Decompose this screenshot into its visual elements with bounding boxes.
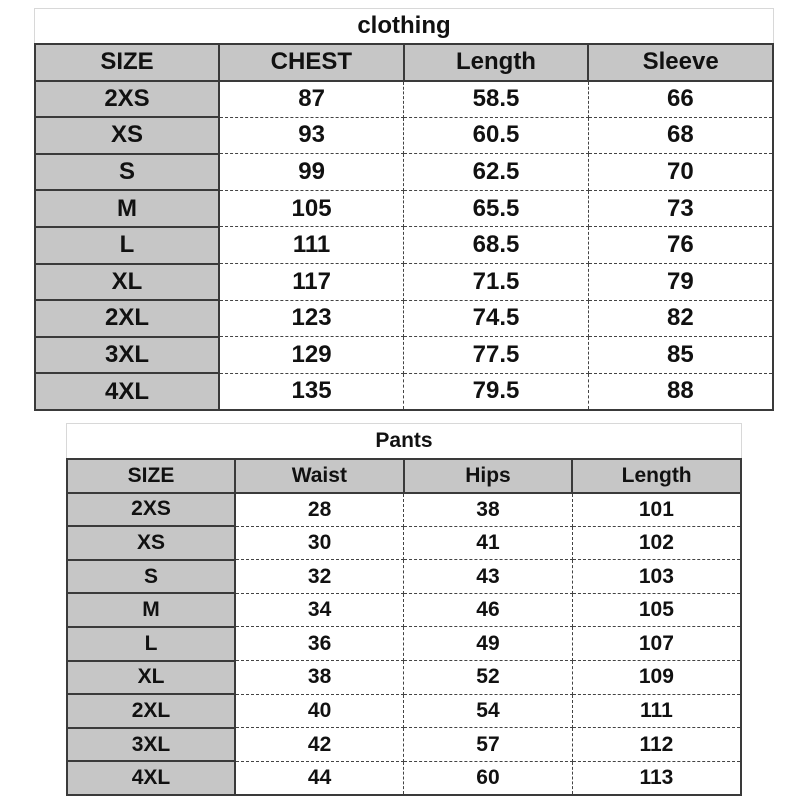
pants-header-size: SIZE <box>67 459 235 493</box>
table-row <box>67 761 741 795</box>
table-row <box>67 728 741 762</box>
table-cell: 34 <box>235 593 404 627</box>
table-cell: 66 <box>588 81 773 118</box>
table-cell: 36 <box>235 627 404 661</box>
table-cell: 32 <box>235 560 404 594</box>
size-label-cell: M <box>35 190 219 227</box>
size-label-cell: 2XS <box>35 81 219 118</box>
table-cell: 111 <box>572 694 741 728</box>
table-cell: 129 <box>219 337 404 374</box>
table-cell: 88 <box>588 373 773 410</box>
size-label-cell: 4XL <box>35 373 219 410</box>
size-label-cell: S <box>35 154 219 191</box>
table-row <box>35 300 773 337</box>
pants-header-length: Length <box>572 459 741 493</box>
size-label-cell: S <box>67 560 235 594</box>
table-cell: 49 <box>404 627 573 661</box>
pants-header-waist: Waist <box>235 459 404 493</box>
table-cell: 85 <box>588 337 773 374</box>
table-cell: 109 <box>572 661 741 695</box>
table-cell: 38 <box>404 493 573 527</box>
table-row <box>35 117 773 154</box>
table-row <box>67 661 741 695</box>
clothing-table-body <box>35 81 773 411</box>
table-cell: 65.5 <box>404 190 589 227</box>
table-cell: 105 <box>219 190 404 227</box>
table-row <box>35 264 773 301</box>
table-row <box>67 526 741 560</box>
size-label-cell: 3XL <box>35 337 219 374</box>
table-row <box>67 627 741 661</box>
clothing-table <box>34 43 774 411</box>
table-row <box>35 373 773 410</box>
size-label-cell: 3XL <box>67 728 235 762</box>
pants-header-hips: Hips <box>404 459 573 493</box>
size-label-cell: XL <box>67 661 235 695</box>
pants-header-row <box>67 459 741 493</box>
size-label-cell: L <box>35 227 219 264</box>
table-cell: 58.5 <box>404 81 589 118</box>
size-label-cell: M <box>67 593 235 627</box>
clothing-size-chart <box>34 8 774 411</box>
table-cell: 101 <box>572 493 741 527</box>
pants-table <box>66 458 742 796</box>
table-cell: 105 <box>572 593 741 627</box>
clothing-header-size: SIZE <box>35 44 219 81</box>
table-cell: 44 <box>235 761 404 795</box>
table-cell: 54 <box>404 694 573 728</box>
table-cell: 77.5 <box>404 337 589 374</box>
table-cell: 62.5 <box>404 154 589 191</box>
size-label-cell: 2XL <box>67 694 235 728</box>
table-cell: 79 <box>588 264 773 301</box>
table-cell: 123 <box>219 300 404 337</box>
table-row <box>35 190 773 227</box>
table-cell: 43 <box>404 560 573 594</box>
pants-title: Pants <box>66 423 742 458</box>
size-label-cell: 2XL <box>35 300 219 337</box>
size-label-cell: 4XL <box>67 761 235 795</box>
size-label-cell: 2XS <box>67 493 235 527</box>
table-cell: 71.5 <box>404 264 589 301</box>
table-cell: 99 <box>219 154 404 191</box>
table-cell: 46 <box>404 593 573 627</box>
table-cell: 52 <box>404 661 573 695</box>
clothing-header-length: Length <box>404 44 589 81</box>
table-row <box>67 593 741 627</box>
table-cell: 103 <box>572 560 741 594</box>
table-row <box>35 81 773 118</box>
table-row <box>35 337 773 374</box>
clothing-header-chest: CHEST <box>219 44 404 81</box>
table-cell: 82 <box>588 300 773 337</box>
table-cell: 57 <box>404 728 573 762</box>
table-row <box>35 227 773 264</box>
clothing-title: clothing <box>34 8 774 43</box>
table-cell: 107 <box>572 627 741 661</box>
table-cell: 68.5 <box>404 227 589 264</box>
table-cell: 79.5 <box>404 373 589 410</box>
table-row <box>35 154 773 191</box>
table-cell: 60 <box>404 761 573 795</box>
pants-size-chart <box>66 423 742 796</box>
clothing-header-sleeve: Sleeve <box>588 44 773 81</box>
size-label-cell: XL <box>35 264 219 301</box>
table-cell: 135 <box>219 373 404 410</box>
table-cell: 42 <box>235 728 404 762</box>
size-label-cell: XS <box>35 117 219 154</box>
table-cell: 60.5 <box>404 117 589 154</box>
table-cell: 76 <box>588 227 773 264</box>
table-cell: 38 <box>235 661 404 695</box>
table-cell: 73 <box>588 190 773 227</box>
table-cell: 30 <box>235 526 404 560</box>
table-cell: 102 <box>572 526 741 560</box>
table-cell: 40 <box>235 694 404 728</box>
table-cell: 113 <box>572 761 741 795</box>
table-cell: 68 <box>588 117 773 154</box>
table-cell: 74.5 <box>404 300 589 337</box>
table-cell: 112 <box>572 728 741 762</box>
table-cell: 41 <box>404 526 573 560</box>
clothing-header-row <box>35 44 773 81</box>
table-cell: 117 <box>219 264 404 301</box>
pants-table-body <box>67 493 741 795</box>
table-row <box>67 560 741 594</box>
table-cell: 111 <box>219 227 404 264</box>
table-row <box>67 493 741 527</box>
table-cell: 70 <box>588 154 773 191</box>
table-cell: 87 <box>219 81 404 118</box>
table-cell: 28 <box>235 493 404 527</box>
table-row <box>67 694 741 728</box>
table-cell: 93 <box>219 117 404 154</box>
size-label-cell: L <box>67 627 235 661</box>
size-label-cell: XS <box>67 526 235 560</box>
